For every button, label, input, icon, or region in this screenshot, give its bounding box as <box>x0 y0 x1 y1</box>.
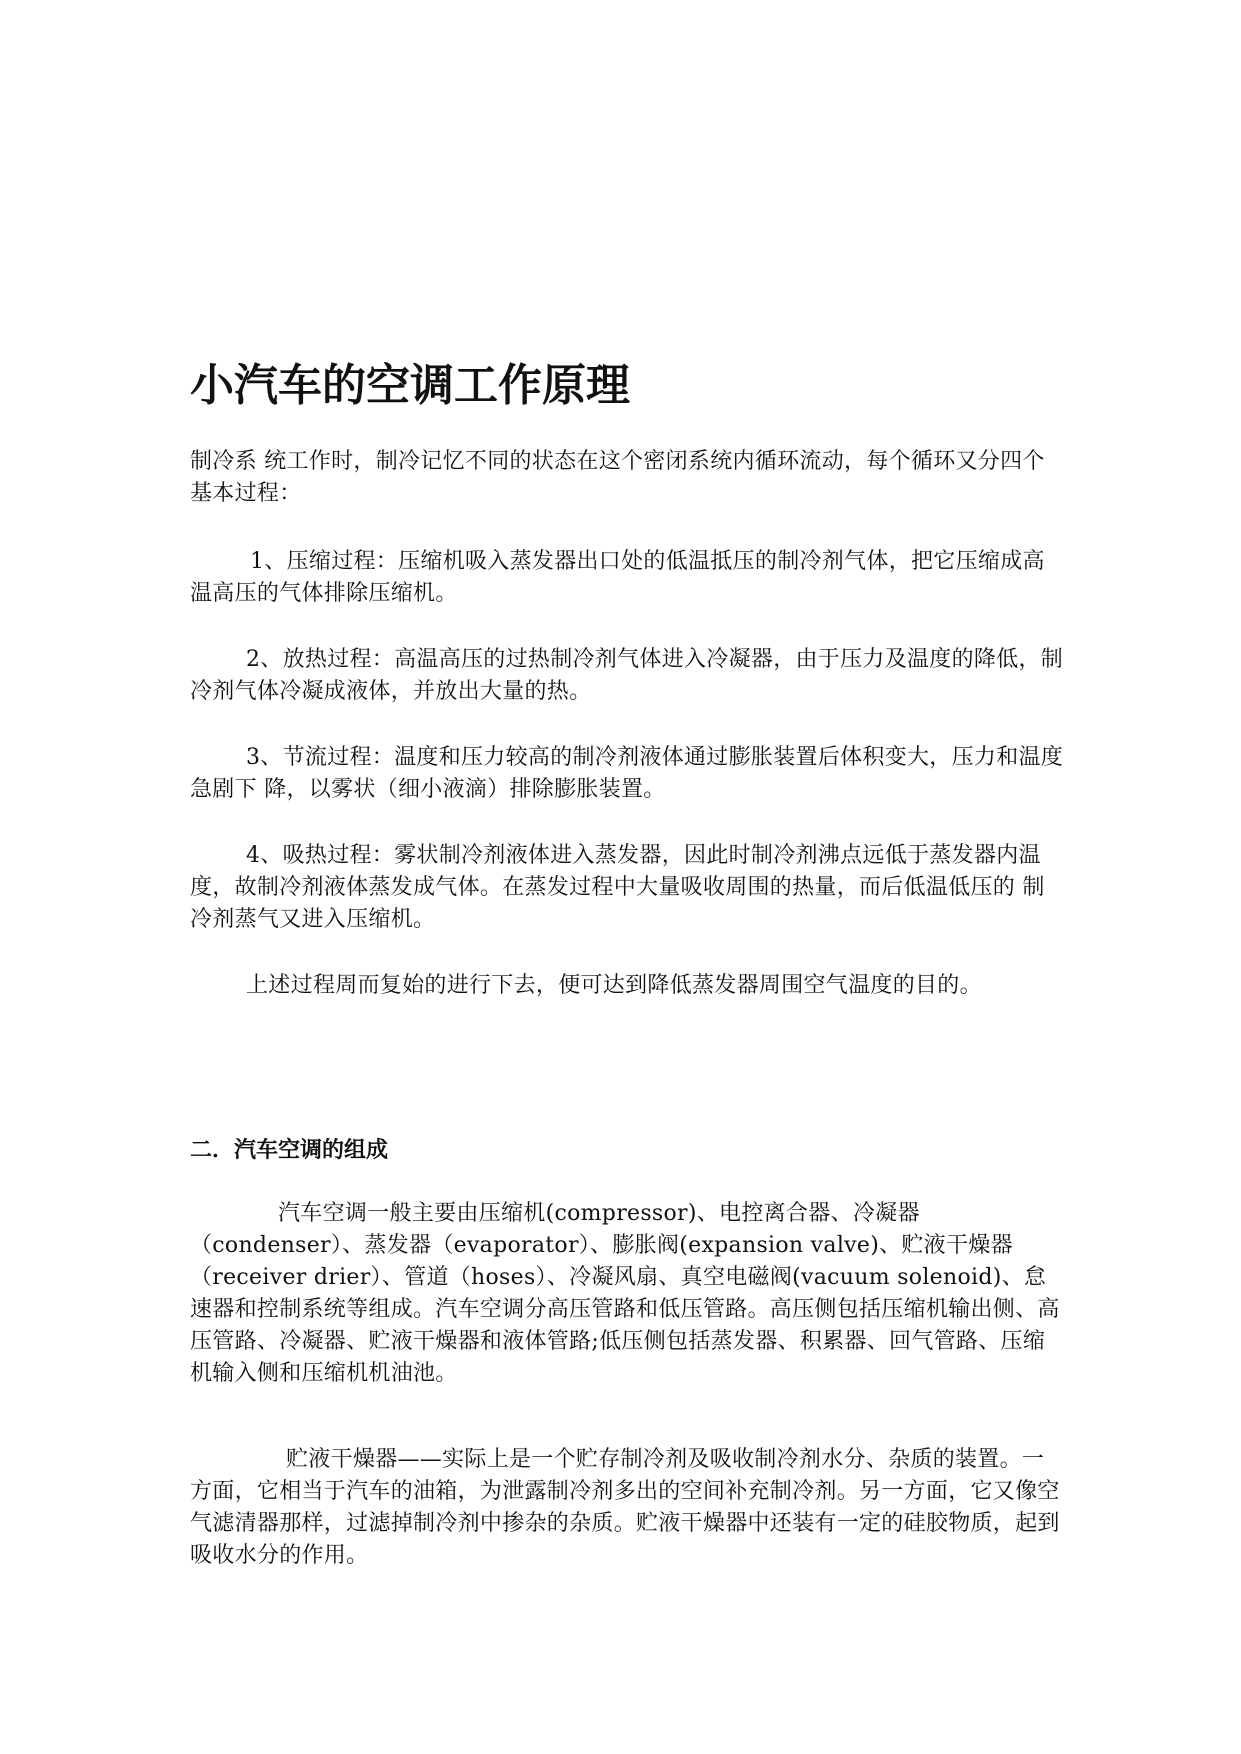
section-heading: 二．汽车空调的组成 <box>190 1137 389 1163</box>
components-paragraph: 汽车空调一般主要由压缩机(compressor)、电控离合器、冷凝器（condenser）、蒸发器（evaporator）、膨胀阀(expansion valve)、贮液干燥器（receiver drier）、管道（hoses）、冷凝风扇、真空电磁阀(vacuum solenoid)、怠速器和控制系统等组成。汽车空调分高压管路和低压管路。高压侧包括压缩机输出侧、高压管路、冷凝器、贮液干燥器和液体管路;低压侧包括蒸发器、积累器、回气管路、压缩机输入侧和压缩机机油池。 <box>190 1201 1060 1386</box>
receiver-drier-paragraph: 贮液干燥器——实际上是一个贮存制冷剂及吸收制冷剂水分、杂质的装置。一方面，它相当于汽车的油箱，为泄露制冷剂多出的空间补充制冷剂。另一方面，它又像空气滤清器那样，过滤掉制冷剂中掺杂的杂质。贮液干燥器中还装有一定的硅胶物质，起到吸收水分的作用。 <box>190 1447 1060 1568</box>
step-heat-release: 2、放热过程：高温高压的过热制冷剂气体进入冷凝器，由于压力及温度的降低，制冷剂气体冷凝成液体，并放出大量的热。 <box>190 647 1064 704</box>
step-compression: 1、压缩过程：压缩机吸入蒸发器出口处的低温抵压的制冷剂气体，把它压缩成高温高压的气体排除压缩机。 <box>190 549 1045 606</box>
step-throttling: 3、节流过程：温度和压力较高的制冷剂液体通过膨胀装置后体积变大，压力和温度急剧下 降，以雾状（细小液滴）排除膨胀装置。 <box>190 745 1064 802</box>
document-title: 小汽车的空调工作原理 <box>190 360 630 411</box>
step-heat-absorption: 4、吸热过程：雾状制冷剂液体进入蒸发器，因此时制冷剂沸点远低于蒸发器内温度，故制冷剂液体蒸发成气体。在蒸发过程中大量吸收周围的热量，而后低温低压的 制冷剂蒸气又进入压缩机。 <box>190 843 1045 932</box>
summary-paragraph: 上述过程周而复始的进行下去，便可达到降低蒸发器周围空气温度的目的。 <box>246 973 982 998</box>
intro-paragraph: 制冷系 统工作时，制冷记忆不同的状态在这个密闭系统内循环流动，每个循环又分四个基本过程： <box>190 449 1045 506</box>
